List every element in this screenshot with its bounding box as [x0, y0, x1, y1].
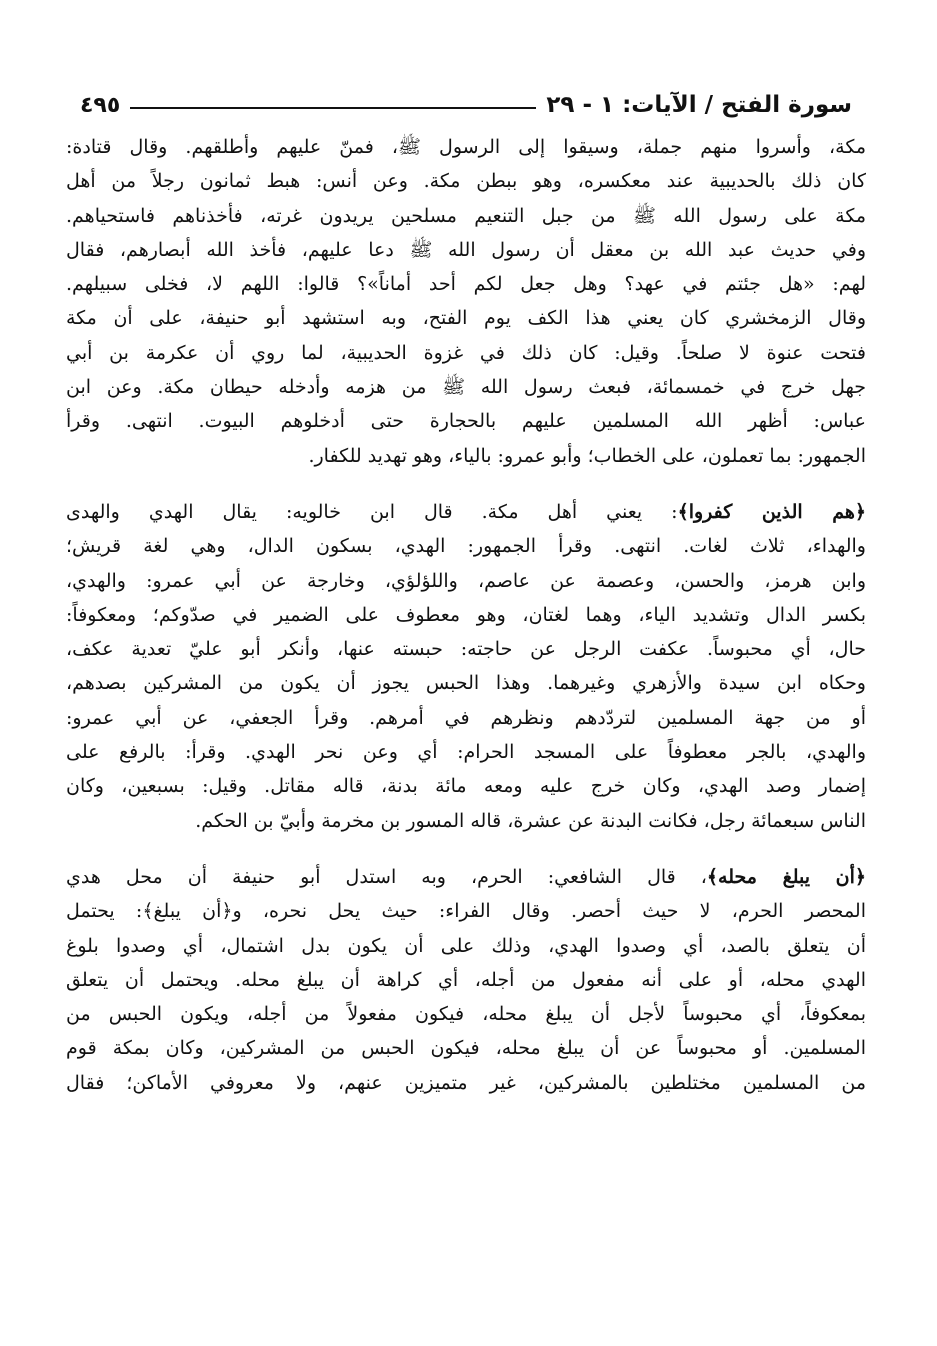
- text-line: المحصر الحرم، لا حيث أحصر. وقال الفراء: حيث يحل نحره، و﴿أن يبلغ﴾: يحتمل: [66, 900, 866, 923]
- text-line: من المسلمين مختلطين بالمشركين، غير متميزين عنهم، ولا معروفي الأماكن؛ فقال: [66, 1071, 866, 1094]
- text-line: والهداء، ثلاث لغات. انتهى. وقرأ الجمهور: الهدي، بسكون الدال، وهي لغة قريش؛: [66, 535, 866, 558]
- quran-quote: ﴿أن يبلغ محله﴾: [706, 865, 866, 888]
- text-line: والهدي، بالجر معطوفاً على المسجد الحرام: أي وعن نحر الهدي. وقرأ: بالرفع على: [66, 741, 866, 764]
- text-line: جهل خرج في خمسمائة، فبعث رسول الله ﷺ من هزمه وأدخله حيطان مكة. وعن ابن: [66, 376, 866, 399]
- text-line: مكة، وأسروا منهم جملة، وسيقوا إلى الرسول ﷺ، فمنّ عليهم وأطلقهم. وقال قتادة:: [66, 136, 866, 158]
- running-title: سورة الفتح / الآيات: ١ - ٢٩: [546, 92, 852, 118]
- text-line: [66, 495, 866, 529]
- text-line: المسلمين. أو محبوساً عن أن يبلغ محله، فيكون الحبس من المشركين، وكان بمكة قوم: [66, 1037, 866, 1060]
- text-line: فتحت عنوة لا صلحاً. وقيل: كان ذلك في غزوة الحديبية، لما روي أن عكرمة بن أبي: [66, 341, 866, 364]
- page-body: [66, 130, 866, 1100]
- text-line: الناس سبعمائة رجل، فكانت البدنة عن عشرة، قاله المسور بن مخرمة وأبيّ بن الحكم.: [195, 809, 866, 832]
- quran-quote: ﴿هم الذين كفروا﴾: [677, 500, 866, 523]
- text-line: وفي حديث عبد الله بن معقل أن رسول الله ﷺ دعا عليهم، فأخذ الله أبصارهم، فقال: [66, 238, 866, 261]
- text-segment: ، قال الشافعي: الحرم، وبه استدل أبو حنيفة أن محل هدي: [66, 865, 707, 888]
- paragraph-1: [66, 130, 866, 473]
- text-line: [66, 860, 866, 894]
- text-line: الهدي محله، أو على أنه مفعول من أجله، أي كراهة أن يبلغ محله. ويحتمل أن يتعلق: [66, 968, 866, 991]
- text-line: حال، أي محبوساً. عكفت الرجل عن حاجته: حبسته عنها، وأنكر أبو عليّ تعدية عكف،: [66, 638, 866, 661]
- paragraph-3: [66, 860, 866, 1100]
- text-line: وابن هرمز، والحسن، وعصمة عن عاصم، واللؤلؤي، وخارجة عن أبي عمرو: والهدي،: [66, 569, 866, 592]
- text-line: أن يتعلق بالصد، أي وصدوا الهدي، وذلك على أن يكون بدل اشتمال، أي وصدوا بلوغ: [66, 934, 866, 957]
- page-number: ٤٩٥: [80, 93, 121, 118]
- text-line: بمعكوفاً، أي محبوساً لأجل أن يبلغ محله، فيكون مفعولاً من أجله، ويكون الحبس من: [66, 1003, 866, 1026]
- text-line: مكة على رسول الله ﷺ من جبل التنعيم مسلحين يريدون غرته، فأخذناهم فاستحياهم.: [66, 204, 866, 227]
- header-rule: [130, 107, 536, 109]
- text-line: إضمار وصد الهدي، وكان خرج عليه ومعه مائة بدنة، قاله مقاتل. وقيل: بسبعين، وكان: [66, 775, 866, 798]
- text-line: لهم: «هل جئتم في عهد؟ وهل جعل لكم أحد أماناً»؟ قالوا: اللهم لا، فخلى سبيلهم.: [66, 273, 866, 296]
- text-segment: : يعني أهل مكة. قال ابن خالويه: يقال الهدي والهدى: [66, 500, 678, 523]
- text-line: أو من جهة المسلمين لتردّدهم ونظرهم في أمرهم. وقرأ الجعفي، عن أبي عمرو:: [66, 706, 866, 729]
- page-header: [80, 82, 852, 118]
- text-line: بكسر الدال وتشديد الياء، وهما لغتان، وهو معطوف على الضمير في صدّوكم؛ ومعكوفاً:: [66, 603, 866, 626]
- text-line: عباس: أظهر الله المسلمين عليهم بالحجارة حتى أدخلوهم البيوت. انتهى. وقرأ: [66, 410, 866, 433]
- paragraph-2: [66, 495, 866, 838]
- text-line: كان ذلك بالحديبية عند معكسره، وهو ببطن مكة. وعن أنس: هبط ثمانون رجلاً من أهل: [66, 170, 866, 193]
- text-line: الجمهور: بما تعملون، على الخطاب؛ وأبو عمرو: بالياء، وهو تهديد للكفار.: [308, 444, 866, 467]
- text-line: وحكاه ابن سيدة والأزهري وغيرهما. وهذا الحبس يجوز أن يكون من المشركين بصدهم،: [66, 672, 866, 695]
- text-line: وقال الزمخشري كان يعني هذا الكف يوم الفتح، وبه استشهد أبو حنيفة، على أن مكة: [66, 307, 866, 330]
